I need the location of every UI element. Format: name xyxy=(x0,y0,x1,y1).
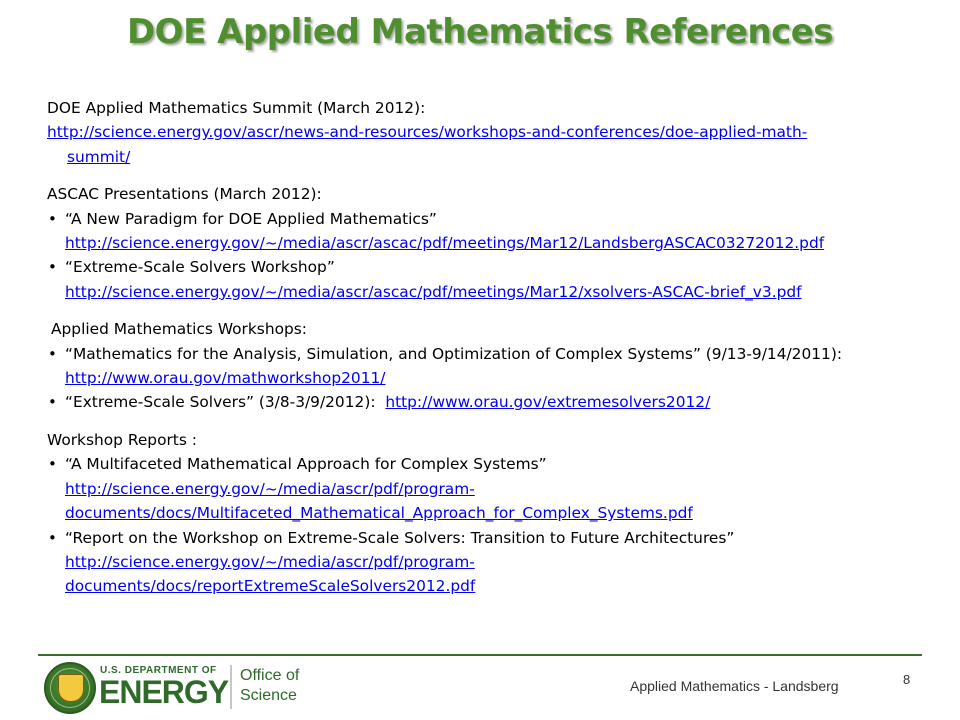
bullet-icon: • xyxy=(48,209,57,228)
page-number: 8 xyxy=(903,672,911,687)
workshop-item-link[interactable]: http://www.orau.gov/extremesolvers2012/ xyxy=(385,393,711,412)
report-item-title: “Report on the Workshop on Extreme-Scale Solvers: Transition to Future Architectures” xyxy=(65,528,735,547)
report-link-part1: http://science.energy.gov/~/media/ascr/pdf/program- xyxy=(65,479,475,498)
logo-office-line1: Office of xyxy=(240,667,300,684)
summit-link-part2: summit/ xyxy=(67,147,131,166)
ascac-item-link[interactable]: http://science.energy.gov/~/media/ascr/ascac/pdf/meetings/Mar12/LandsbergASCAC03272012.pdf xyxy=(65,234,825,253)
bullet-icon: • xyxy=(48,528,57,547)
summit-link[interactable] xyxy=(47,120,942,169)
list-item xyxy=(47,255,942,304)
reports-heading: Workshop Reports : xyxy=(47,430,197,449)
summit-heading: DOE Applied Mathematics Summit (March 2012): xyxy=(47,99,426,117)
seal-shield xyxy=(58,674,84,702)
list-item xyxy=(47,390,942,414)
footer-divider xyxy=(38,654,922,656)
workshop-item-title: “Extreme-Scale Solvers” (3/8-3/9/2012): xyxy=(65,393,376,412)
bullet-icon: • xyxy=(48,344,57,363)
ascac-item-title: “A New Paradigm for DOE Applied Mathematics” xyxy=(65,209,437,228)
section-ascac xyxy=(47,182,942,304)
report-link-part1: http://science.energy.gov/~/media/ascr/pdf/program- xyxy=(65,552,475,571)
logo-department-text: U.S. DEPARTMENT OF xyxy=(100,665,217,676)
bullet-icon: • xyxy=(48,455,57,474)
bullet-icon: • xyxy=(48,258,57,277)
list-item xyxy=(47,452,942,525)
workshop-item-title: “Mathematics for the Analysis, Simulation, and Optimization of Complex Systems” (9/13-9/14/2011): xyxy=(65,344,843,363)
section-summit xyxy=(47,96,942,169)
summit-link-part1: http://science.energy.gov/ascr/news-and-resources/workshops-and-conferences/doe-applied-math- xyxy=(47,123,808,142)
report-link-part2: documents/docs/Multifaceted_Mathematical_Approach_for_Complex_Systems.pdf xyxy=(65,504,693,523)
ascac-heading: ASCAC Presentations (March 2012): xyxy=(47,185,322,204)
section-reports xyxy=(47,428,942,599)
list-item xyxy=(47,207,942,256)
logo-office-text xyxy=(240,666,299,706)
ascac-item-title: “Extreme-Scale Solvers Workshop” xyxy=(65,258,335,277)
footer-presenter: Applied Mathematics - Landsberg xyxy=(630,678,839,694)
slide-title: DOE Applied Mathematics References xyxy=(126,12,834,52)
doe-office-of-science-logo xyxy=(44,662,314,712)
list-item xyxy=(47,342,942,391)
doe-seal-icon xyxy=(44,662,96,714)
ascac-item-link[interactable]: http://science.energy.gov/~/media/ascr/ascac/pdf/meetings/Mar12/xsolvers-ASCAC-brief_v3.pdf xyxy=(65,282,802,301)
logo-divider xyxy=(230,665,232,709)
references-content xyxy=(47,96,942,612)
section-workshops xyxy=(47,317,942,415)
report-item-link[interactable] xyxy=(65,477,942,526)
report-item-link[interactable] xyxy=(65,550,942,599)
report-link-part2: documents/docs/reportExtremeScaleSolvers2012.pdf xyxy=(65,577,476,596)
list-item xyxy=(47,526,942,599)
workshop-item-link[interactable]: http://www.orau.gov/mathworkshop2011/ xyxy=(65,369,386,388)
workshops-heading: Applied Mathematics Workshops: xyxy=(51,320,307,339)
logo-energy-text: ENERGY xyxy=(99,674,229,710)
report-item-title: “A Multifaceted Mathematical Approach for Complex Systems” xyxy=(65,455,547,474)
logo-office-line2: Science xyxy=(240,687,297,704)
bullet-icon: • xyxy=(48,393,57,412)
